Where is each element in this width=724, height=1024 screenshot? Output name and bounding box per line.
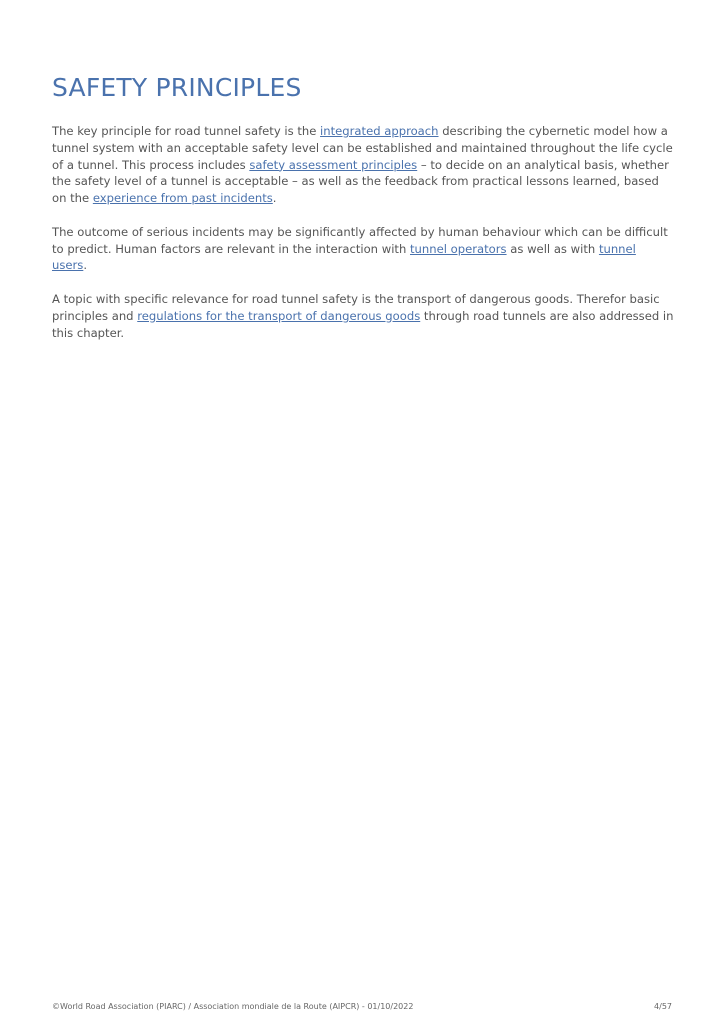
page-title: SAFETY PRINCIPLES — [52, 73, 302, 102]
paragraph-text: . — [83, 258, 88, 273]
paragraph-text: as well as with — [506, 241, 599, 256]
tunnel-users-link[interactable]: tunnel users — [52, 241, 636, 273]
dangerous-goods-regulations-link[interactable]: regulations for the transport of dangerous goods — [137, 308, 421, 323]
footer-page-number: 4/57 — [654, 1002, 672, 1011]
footer-copyright: ©World Road Association (PIARC) / Association mondiale de la Route (AIPCR) - 01/10/2022 — [52, 1002, 414, 1011]
paragraph-text: The key principle for road tunnel safety is the — [52, 124, 321, 138]
document-page — [52, 70, 674, 341]
paragraph-text: The outcome of serious incidents may be significantly affected by human behaviour which can be difficult to predict. Human factors are relevant in the interaction with — [52, 224, 668, 256]
paragraph-human-factors — [52, 224, 674, 274]
tunnel-operators-link[interactable]: tunnel operators — [410, 241, 507, 256]
experience-from-past-incidents-link[interactable]: experience from past incidents — [92, 191, 273, 206]
paragraph-text: A topic with specific relevance for road tunnel safety is the transport of dangerous goods. Therefor basic principles and — [52, 291, 660, 323]
paragraph-dangerous-goods — [52, 291, 674, 341]
paragraph-text: describing the cybernetic model how a tunnel system with an acceptable safety level can be established and maintained throughout the life cycle of a tunnel. This process includes — [52, 124, 673, 172]
paragraph-text: – to decide on an analytical basis, whether the safety level of a tunnel is acceptable – as well as the feedback from practical lessons learned, based on the — [52, 157, 669, 206]
paragraph-text: . — [272, 191, 277, 206]
paragraph-text: through road tunnels are also addressed in this chapter. — [52, 308, 674, 340]
integrated-approach-link[interactable]: integrated approach — [320, 124, 439, 138]
safety-assessment-principles-link[interactable]: safety assessment principles — [249, 157, 418, 172]
paragraph-integrated-approach — [52, 123, 674, 207]
